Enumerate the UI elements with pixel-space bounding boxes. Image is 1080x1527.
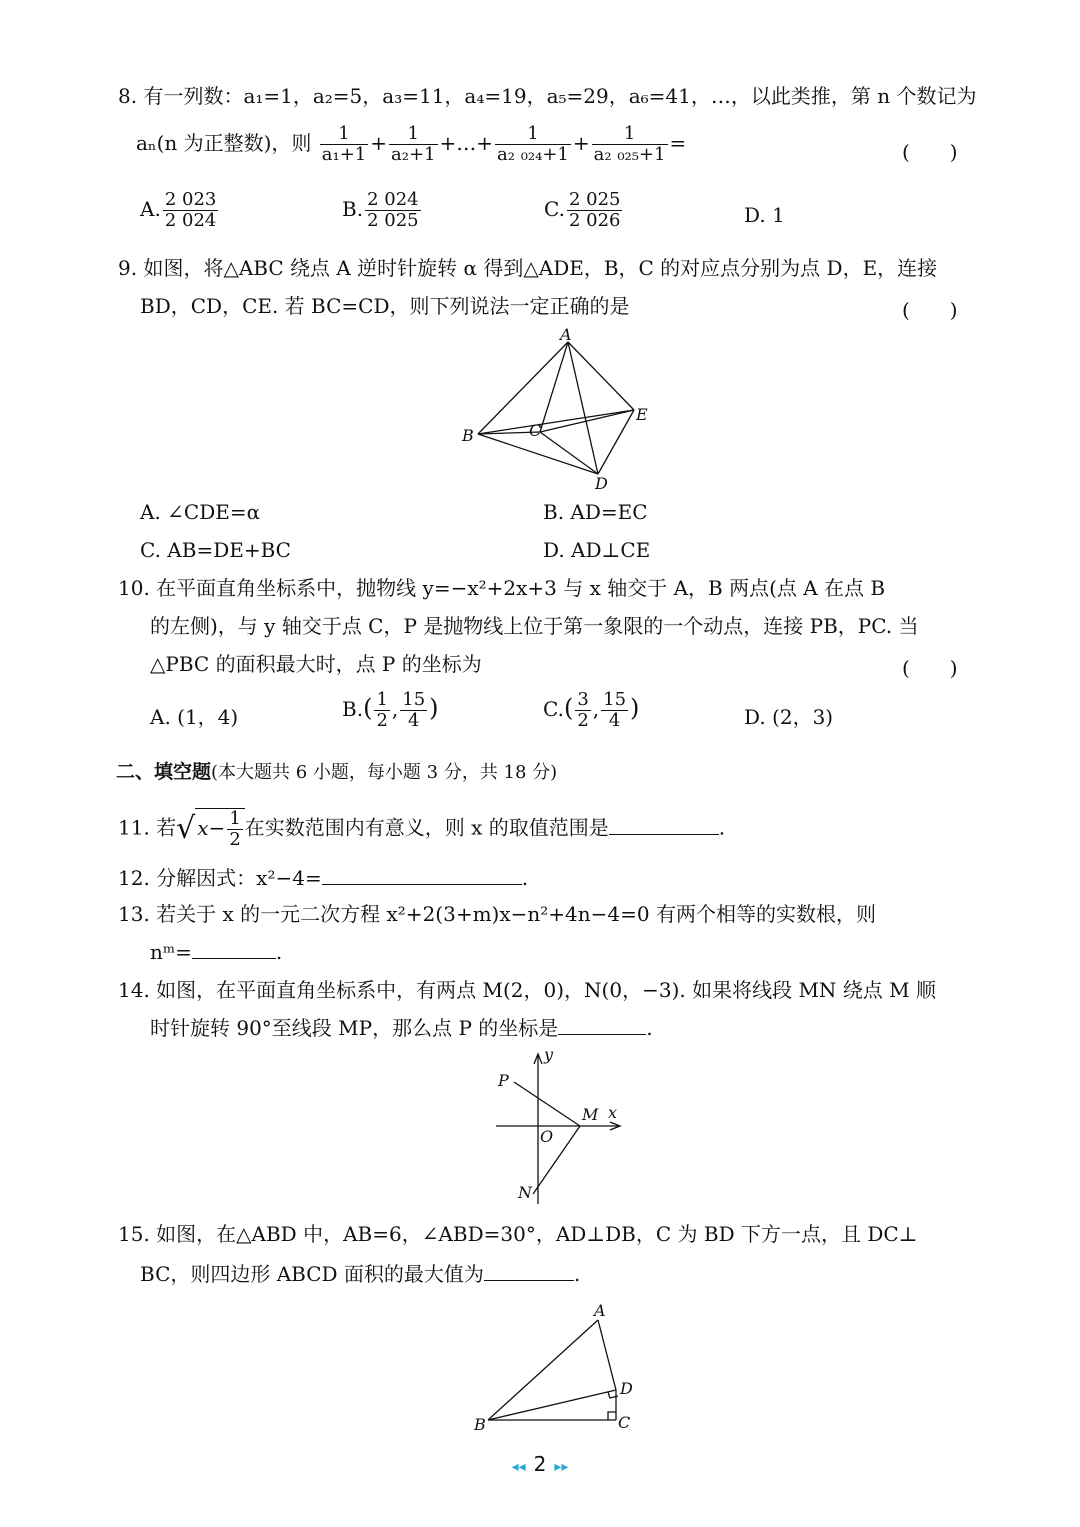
q15-figure — [470, 1298, 640, 1436]
q13-end: . — [275, 940, 283, 964]
q8-option-b-num: 2 024 — [367, 189, 419, 210]
q8-option-d: D. 1 — [744, 203, 785, 227]
q10-line1: 10. 在平面直角坐标系中，抛物线 y=−x²+2x+3 与 x 轴交于 A，B 两点(点 A 在点 B — [118, 576, 886, 600]
q14-label-p: P — [498, 1071, 509, 1090]
q15-seg-ab — [488, 1320, 598, 1420]
q10-option-c-label: C. — [543, 697, 564, 721]
next-page-arrow-icon: ▸▸ — [554, 1459, 569, 1475]
q11-answer-blank[interactable] — [609, 816, 719, 835]
q13-line2 — [150, 940, 282, 964]
q9-seg-be — [478, 410, 634, 434]
q13-line1: 13. 若关于 x 的一元二次方程 x²+2(3+m)x−n²+4n−4=0 有两个相等的实数根，则 — [118, 902, 876, 926]
q15-label-d: D — [620, 1379, 633, 1398]
q10-answer-paren: ( ) — [902, 656, 958, 680]
q14-line2 — [150, 1016, 653, 1040]
q14-label-n: N — [518, 1183, 532, 1202]
q10-option-b-n1: 1 — [376, 689, 388, 710]
q10-option-a: A. (1，4) — [150, 705, 239, 729]
q9-option-b: B. AD=EC — [543, 500, 648, 524]
q15-line2 — [140, 1262, 580, 1286]
q15-seg-bd — [488, 1390, 616, 1420]
q14-label-m: M — [582, 1105, 599, 1124]
q14-label-o: O — [540, 1127, 554, 1146]
q15-label-c: C — [618, 1413, 631, 1432]
q8-line2: aₙ(n 为正整数)，则 $\frac{1}{\text{a₁+1}}$ + $\frac{1}{\text{a₂+1}}$ +…+ $\frac{1}{\text{a₂ ₀₂₄+1}}$ + $\frac{1}{\text{a₂ ₀₂₅+1}}$ = — [136, 123, 687, 165]
q8-line1: 8. 有一列数：a₁=1，a₂=5，a₃=11，a₄=19，a₅=29，a₆=41，…，以此类推，第 n 个数记为 — [118, 84, 977, 108]
q8-term4-den: a₂ ₀₂₅+1 — [593, 144, 666, 165]
q8-option-c-num: 2 025 — [568, 189, 621, 210]
q9-line1: 9. 如图，将△ABC 绕点 A 逆时针旋转 α 得到△ADE，B，C 的对应点分别为点 D，E，连接 — [118, 256, 938, 280]
q8-term4 — [592, 124, 668, 165]
q8-term1-num: 1 — [320, 124, 368, 145]
q11-num: 1 — [229, 808, 241, 829]
q14-line2-text: 时针旋转 90°至线段 MP，那么点 P 的坐标是 — [150, 1016, 559, 1040]
q14-answer-blank[interactable] — [558, 1016, 646, 1035]
q11-den: 2 — [229, 829, 241, 850]
q15-seg-ad — [598, 1320, 616, 1390]
q8-option-b — [342, 190, 423, 231]
q15-line2-text: BC，则四边形 ABCD 面积的最大值为 — [140, 1262, 484, 1286]
q12-answer-blank[interactable] — [322, 866, 522, 885]
q9-answer-paren: ( ) — [902, 298, 958, 322]
q11-radicand: x− — [197, 816, 226, 840]
q10-option-b-n2: 15 — [402, 689, 426, 710]
q15-right-angle-c — [608, 1412, 616, 1420]
page-number: 2 — [533, 1452, 547, 1476]
q10-line2: 的左侧)，与 y 轴交于点 C，P 是抛物线上位于第一象限的一个动点，连接 PB，PC. 当 — [150, 614, 919, 638]
q10-line3: △PBC 的面积最大时，点 P 的坐标为 — [150, 652, 482, 676]
q8-option-a-num: 2 023 — [164, 189, 217, 210]
q9-figure — [450, 328, 660, 493]
q9-option-c: C. AB=DE+BC — [140, 538, 291, 562]
q10-option-b-d2: 4 — [407, 710, 420, 731]
q9-seg-ad — [568, 342, 598, 474]
q15-end: . — [573, 1262, 581, 1286]
q15-line1: 15. 如图，在△ABD 中，AB=6，∠ABD=30°，AD⊥DB，C 为 BD 下方一点，且 DC⊥ — [118, 1222, 918, 1246]
q13-answer-blank[interactable] — [192, 940, 276, 959]
q9-label-c: C — [529, 421, 542, 440]
q14-seg-mp — [514, 1082, 580, 1126]
q8-term1-den: a₁+1 — [321, 144, 367, 165]
q8-option-a-label: A. — [140, 197, 161, 221]
q11-line: 11. 若√ x− $\frac{1}{2}$ 在实数范围内有意义，则 x 的取值范围是 . — [118, 808, 726, 850]
q12-line — [118, 866, 528, 890]
q8-option-a-den: 2 024 — [164, 210, 217, 231]
q9-option-d: D. AD⊥CE — [543, 538, 651, 562]
q9-seg-ed — [598, 410, 634, 474]
q8-equals: = — [669, 131, 687, 155]
q11-suffix: 在实数范围内有意义，则 x 的取值范围是 — [244, 815, 609, 840]
q10-option-b: B.( $\frac{1}{2}$ , $\frac{15}{4}$ ) — [342, 689, 439, 731]
q8-term3-num: 1 — [495, 124, 571, 145]
q9-label-a: A — [560, 328, 572, 344]
q11-prefix: 11. 若 — [118, 815, 177, 840]
q8-option-c — [544, 190, 624, 231]
q11-end: . — [718, 815, 726, 840]
q9-label-e: E — [636, 405, 648, 424]
q9-seg-ab — [478, 342, 568, 434]
page-number-footer — [0, 1452, 1080, 1476]
section-2-header — [116, 757, 557, 784]
q10-option-d: D. (2，3) — [744, 705, 834, 729]
q10-option-c-n1: 3 — [577, 689, 589, 710]
q14-line1: 14. 如图，在平面直角坐标系中，有两点 M(2，0)，N(0，−3). 如果将线段 MN 绕点 M 顺 — [118, 978, 936, 1002]
q13-line2-text: nᵐ= — [150, 940, 192, 964]
q9-seg-ae — [568, 342, 634, 410]
q8-ellipsis: +…+ — [439, 131, 494, 155]
q15-label-a: A — [594, 1301, 606, 1320]
q10-option-c-n2: 15 — [603, 689, 627, 710]
q14-label-x: x — [608, 1103, 618, 1122]
q8-term3 — [495, 124, 571, 165]
q8-term2-den: a₂+1 — [391, 144, 436, 165]
q14-figure — [488, 1044, 628, 1210]
q8-term1 — [320, 124, 368, 165]
q8-term3-den: a₂ ₀₂₄+1 — [497, 144, 569, 165]
q14-label-y: y — [544, 1045, 554, 1064]
q8-option-c-den: 2 026 — [568, 210, 621, 231]
section-2-note: (本大题共 6 小题，每小题 3 分，共 18 分) — [211, 762, 558, 783]
q8-term2 — [389, 124, 437, 165]
prev-page-arrow-icon: ◂◂ — [511, 1459, 526, 1475]
q8-option-c-label: C. — [544, 197, 565, 221]
q8-option-b-den: 2 025 — [367, 210, 419, 231]
q14-end: . — [646, 1016, 653, 1040]
q15-answer-blank[interactable] — [484, 1262, 574, 1281]
q9-line2: BD，CD，CE. 若 BC=CD，则下列说法一定正确的是 — [140, 294, 630, 318]
q9-label-b: B — [462, 426, 474, 445]
q9-label-d: D — [595, 474, 608, 493]
q10-option-c-d2: 4 — [608, 710, 621, 731]
q12-text: 12. 分解因式：x²−4= — [118, 866, 322, 890]
q10-option-b-d1: 2 — [376, 710, 388, 731]
q8-line2-prefix: aₙ(n 为正整数)，则 — [136, 131, 312, 155]
q10-option-c: C.( $\frac{3}{2}$ , $\frac{15}{4}$ ) — [543, 689, 640, 731]
q9-seg-bd — [478, 434, 598, 474]
q9-seg-ce — [540, 410, 634, 432]
q12-end: . — [521, 866, 529, 890]
q8-term2-num: 1 — [389, 124, 437, 145]
section-2-title: 二、填空题 — [116, 761, 212, 783]
q10-option-c-d1: 2 — [577, 710, 589, 731]
q9-option-a: A. ∠CDE=α — [140, 500, 261, 524]
q11-radical — [195, 808, 245, 850]
q8-term4-num: 1 — [592, 124, 668, 145]
q8-option-a — [140, 190, 220, 231]
q15-label-b: B — [474, 1415, 486, 1434]
q8-answer-paren: ( ) — [902, 140, 958, 164]
q10-option-b-label: B. — [342, 697, 364, 721]
q8-option-b-label: B. — [342, 197, 364, 221]
